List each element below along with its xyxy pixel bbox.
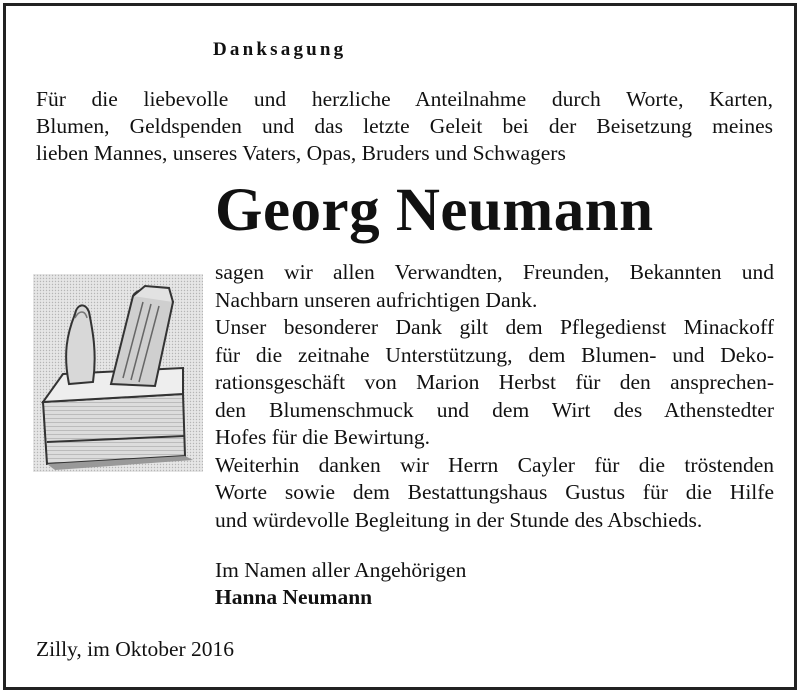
signer-name: Hanna Neumann <box>215 585 373 609</box>
deceased-name: Georg Neumann <box>215 177 654 244</box>
intro-line: Blumen, Geldspenden und das letzte Geleit bei der Beisetzung meines <box>36 114 773 138</box>
body-line: für die zeitnahe Unterstützung, dem Blumen- und Deko- <box>215 342 774 367</box>
body-paragraph <box>215 259 774 534</box>
notice-frame <box>3 3 797 690</box>
intro-line: lieben Mannes, unseres Vaters, Opas, Bruders und Schwagers <box>36 141 566 165</box>
body-line: Nachbarn unseren aufrichtigen Dank. <box>215 287 538 312</box>
wood-plane-icon <box>33 274 203 472</box>
notice-heading: Danksagung <box>213 39 347 60</box>
place-date: Zilly, im Oktober 2016 <box>36 637 235 661</box>
body-line: den Blumenschmuck und dem Wirt des Athenstedter <box>215 397 774 422</box>
body-line: Worte sowie dem Bestattungshaus Gustus für die Hilfe <box>215 480 774 504</box>
intro-line: Für die liebevolle und herzliche Anteilnahme durch Worte, Karten, <box>36 87 773 111</box>
intro-paragraph <box>36 86 773 167</box>
body-line: sagen wir allen Verwandten, Freunden, Bekannten und <box>215 260 774 284</box>
signature-intro: Im Namen aller Angehörigen <box>215 558 467 582</box>
body-line: rationsgeschäft von Marion Herbst für den ansprechen- <box>215 370 774 394</box>
body-line: Unser besonderer Dank gilt dem Pflegedienst Minackoff <box>215 315 774 339</box>
body-line: und würdevolle Begleitung in der Stunde des Abschieds. <box>215 507 703 532</box>
body-line: Hofes für die Bewirtung. <box>215 425 430 449</box>
body-line: Weiterhin danken wir Herrn Cayler für die tröstenden <box>215 452 774 477</box>
